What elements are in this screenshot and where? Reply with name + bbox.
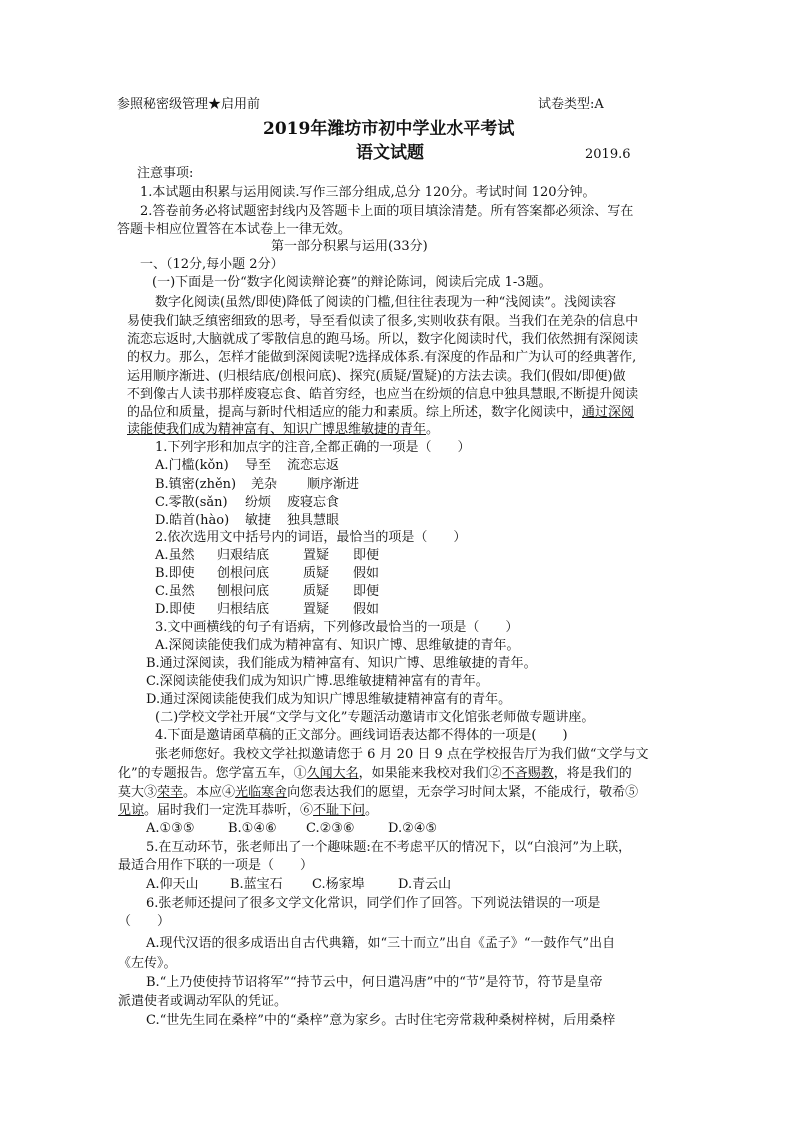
- paper-type-label: 试卷类型:A: [538, 97, 604, 112]
- section-heading: 一、（12分,每小题 2分）: [140, 257, 284, 272]
- question-2-option-c: C.虽然 刨根问底 质疑 即便: [155, 584, 380, 599]
- letter-line: 张老师您好。我校文学社拟邀请您于 6 月 20 日 9 点在学校报告厅为我们做“文学与文: [155, 747, 649, 762]
- question-6-option-b-cont: 派遣使者或调动军队的凭证。: [118, 994, 288, 1009]
- question-3-option-b: B.通过深阅读，我们能成为精神富有、知识广博、思维敏捷的青年。: [146, 656, 537, 671]
- exam-subtitle: 语文试题: [356, 143, 424, 163]
- question-2-option-b: B.即使 创根问底 质疑 假如: [155, 566, 380, 581]
- question-2-stem: 2.依次选用文中括号内的词语，最恰当的项是（ ）: [155, 530, 467, 545]
- underlined-sentence: 读能使我们成为精神富有、知识广博思维敏捷的青年: [127, 422, 427, 437]
- question-3-option-c: C.深阅读能使我们成为知识广博.思维敏捷精神富有的青年。: [146, 674, 489, 689]
- question-1-option-c: C.零散(sǎn) 纷烦 废寝忘食: [155, 495, 340, 510]
- question-3-stem: 3.文中画横线的句子有语病，下列修改最恰当的一项是（ ）: [155, 620, 519, 635]
- notes-item-1: 1.本试题由积累与运用阅读.写作三部分组成,总分 120分。考试时间 120分钟。: [140, 185, 596, 200]
- letter-line: 莫大③荣幸。本应④光临寒舍向您表达我们的愿望，无奈学习时间太紧，不能成行，敬希⑤: [118, 785, 639, 800]
- sub-section-2: (二)学校文学社开展“文学与文化”专题活动邀请市文化馆张老师做专题讲座。: [155, 710, 595, 725]
- question-5-stem-cont: 最适合用作下联的一项是（ ）: [118, 858, 314, 873]
- underlined-phrase: 荣幸: [157, 785, 184, 800]
- passage-line: 数字化阅读(虽然/即使)降低了阅读的门槛,但往往表现为一种“浅阅读”。浅阅读容: [155, 295, 616, 310]
- question-1-stem: 1.下列字形和加点字的注音,全都正确的一项是（ ）: [155, 440, 471, 455]
- question-5-stem: 5.在互动环节，张老师出了一个趣味题:在不考虑平仄的情况下，以“白浪河”为上联，: [146, 840, 632, 855]
- exam-date: 2019.6: [585, 147, 631, 162]
- question-6-option-c: C.“世先生同在桑梓”中的“桑梓”意为家乡。古时住宅旁常栽种桑树梓树，后用桑梓: [146, 1013, 616, 1028]
- sub-section-1: (一)下面是一份“数字化阅读辩论赛”的辩论陈词，阅读后完成 1-3题。: [152, 275, 552, 290]
- question-6-stem-cont: （ ）: [118, 914, 171, 929]
- underlined-sentence: 通过深阅: [582, 405, 635, 420]
- notes-item-2: 2.答卷前务必将试题密封线内及答题卡上面的项目填涂清楚。所有答案都必须涂、写在: [140, 204, 634, 219]
- question-6-option-a-cont: 《左传》。: [118, 956, 177, 971]
- exam-title: 2019年潍坊市初中学业水平考试: [263, 119, 515, 139]
- confidentiality-label: 参照秘密级管理★启用前: [117, 97, 261, 112]
- question-3-option-d: D.通过深阅读能使我们成为知识广博思维敏捷精神富有的青年。: [146, 692, 512, 707]
- notes-heading: 注意事项:: [137, 166, 194, 181]
- question-1-option-b: B.镇密(zhěn) 羌杂 顺序渐进: [155, 477, 360, 492]
- passage-line: 易使我们缺乏缜密细致的思考，导至看似读了很多,实则收获有限。当我们在羌杂的信息中: [127, 314, 639, 329]
- passage-line: 运用顺序渐进、(归根结底/创根问底)、探究(质疑/置疑)的方法去读。我们(假如/即便)做: [127, 369, 626, 384]
- question-1-option-a: A.门槛(kǒn) 导至 流恋忘返: [155, 458, 340, 473]
- notes-item-2-cont: 答题卡相应位置答在本试卷上一律无效。: [117, 222, 352, 237]
- underlined-phrase: 不吝赐教: [501, 766, 554, 781]
- underlined-phrase: 光临寒舍: [235, 785, 288, 800]
- question-4-options: A.①③⑤ B.①④⑥ C.②③⑥ D.②④⑤: [146, 821, 438, 836]
- underlined-phrase: 久闻大名: [306, 766, 359, 781]
- question-5-options: A.仰天山 B.蓝宝石 C.杨家埠 D.青云山: [146, 877, 452, 892]
- passage-line: 的权力。那么，怎样才能做到深阅读呢?选择成体系.有深度的作品和广为认可的经典著作,: [127, 350, 637, 365]
- passage-line: 流恋忘返时,大脑就成了零散信息的跑马场。所以，数字化阅读时代，我们依然拥有深阅读: [127, 332, 639, 347]
- passage-line: 读能使我们成为精神富有、知识广博思维敏捷的青年。: [127, 422, 440, 437]
- question-2-option-a: A.虽然 归艰结底 置疑 即便: [155, 548, 380, 563]
- passage-line: 不到像古人读书那样废寝忘食、皓首穷经，也应当在纷烦的信息中独具慧眼,不断提升阅读: [127, 387, 639, 402]
- part-heading: 第一部分积累与运用(33分): [271, 239, 428, 254]
- letter-line: 见谅。届时我们一定洗耳恭听，⑥不耻下问。: [118, 803, 379, 818]
- underlined-phrase: 见谅: [118, 803, 145, 818]
- question-2-option-d: D.即使 归根结底 置疑 假如: [155, 602, 380, 617]
- question-3-option-a: A.深阅读能使我们成为精神富有、知识广博、思维敏捷的青年。: [155, 638, 520, 653]
- question-1-option-d: D.皓首(hào) 敏捷 独具慧眼: [155, 513, 340, 528]
- question-6-option-a: A.现代汉语的很多成语出自古代典籍，如“三十而立”出自《孟子》“一鼓作气”出自: [146, 936, 616, 951]
- question-4-stem: 4.下面是邀请函草稿的正文部分。画线词语表达都不得体的一项是( ): [155, 728, 568, 743]
- question-6-option-b: B.“上乃使使持节诏将军”“持节云中，何日遣冯唐”中的“节”是符节，符节是皇帝: [146, 975, 603, 990]
- letter-line: 化”的专题报告。您学富五车，①久闻大名，如果能来我校对我们②不吝赐教，将是我们的: [118, 766, 632, 781]
- question-6-stem: 6.张老师还提问了很多文学文化常识，同学们作了回答。下列说法错误的一项是: [146, 896, 601, 911]
- underlined-phrase: 不耻下问: [313, 803, 366, 818]
- passage-line: 的品位和质量，提高与新时代相适应的能力和素质。综上所述，数字化阅读中，通过深阅: [127, 405, 635, 420]
